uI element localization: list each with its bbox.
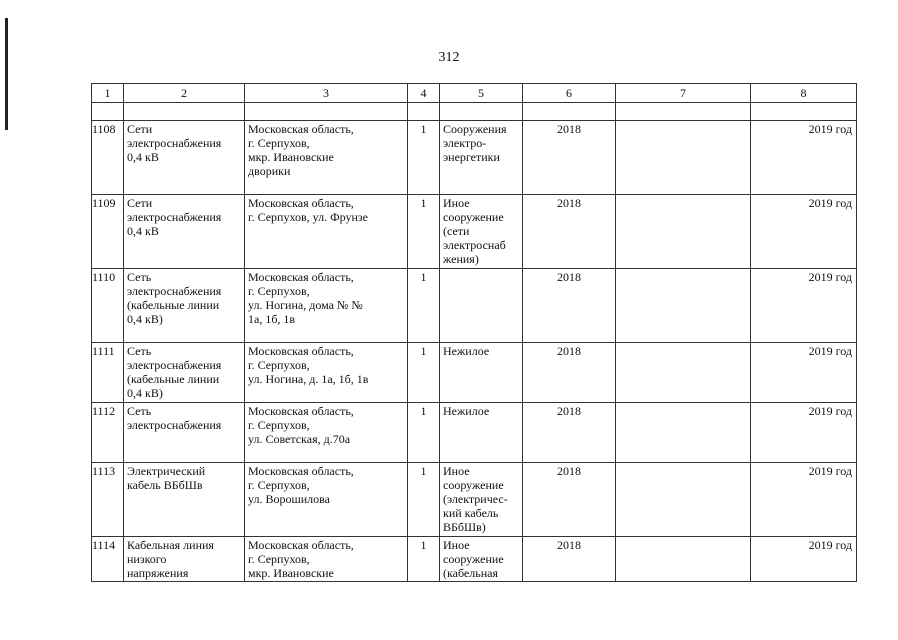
cell-address: Московская область, г. Серпухов, ул. Ворошилова (245, 463, 408, 537)
cell-col7 (616, 195, 751, 269)
table-row (92, 195, 857, 269)
cell-col8: 2019 год (751, 195, 857, 269)
cell-name: Электрический кабель ВБбШв (124, 463, 245, 537)
cell-name: Сети электроснабжения 0,4 кВ (124, 195, 245, 269)
column-header: 5 (440, 84, 523, 103)
cell-col8: 2019 год (751, 343, 857, 403)
cell-quantity: 1 (408, 195, 440, 269)
cell-col8: 2019 год (751, 403, 857, 463)
cell-type: Сооружения электро- энергетики (440, 121, 523, 195)
cell-quantity: 1 (408, 121, 440, 195)
cell-col7 (616, 343, 751, 403)
cell-col7 (616, 269, 751, 343)
empty-cell (245, 103, 408, 121)
empty-cell (440, 103, 523, 121)
cell-number: 1112 (92, 403, 124, 463)
table-row (92, 121, 857, 195)
cell-year: 2018 (523, 195, 616, 269)
cell-name: Сеть электроснабжения (кабельные линии 0,4 кВ) (124, 269, 245, 343)
empty-cell (751, 103, 857, 121)
cell-address: Московская область, г. Серпухов, ул. Ногина, дома № № 1а, 1б, 1в (245, 269, 408, 343)
cell-quantity: 1 (408, 463, 440, 537)
table-row (92, 403, 857, 463)
column-header: 1 (92, 84, 124, 103)
cell-name: Сеть электроснабжения (кабельные линии 0,4 кВ) (124, 343, 245, 403)
page-number: 312 (438, 50, 460, 65)
cell-col7 (616, 537, 751, 582)
column-header: 3 (245, 84, 408, 103)
cell-address: Московская область, г. Серпухов, мкр. Ивановские дворики (245, 121, 408, 195)
cell-quantity: 1 (408, 537, 440, 582)
column-header: 7 (616, 84, 751, 103)
cell-quantity: 1 (408, 343, 440, 403)
column-header: 4 (408, 84, 440, 103)
cell-name: Сеть электроснабжения (124, 403, 245, 463)
cell-number: 1108 (92, 121, 124, 195)
cell-col8: 2019 год (751, 463, 857, 537)
cell-type: Нежилое (440, 403, 523, 463)
cell-type: Нежилое (440, 343, 523, 403)
column-header-row (92, 84, 857, 103)
column-header: 8 (751, 84, 857, 103)
table-row (92, 537, 857, 582)
cell-col7 (616, 403, 751, 463)
cell-type: Иное сооружение (сети электроснаб жения) (440, 195, 523, 269)
column-header: 2 (124, 84, 245, 103)
cell-number: 1113 (92, 463, 124, 537)
cell-col8: 2019 год (751, 269, 857, 343)
binding-margin-line (5, 18, 8, 130)
cell-number: 1111 (92, 343, 124, 403)
empty-cell (408, 103, 440, 121)
cell-col7 (616, 121, 751, 195)
cell-name: Сети электроснабжения 0,4 кВ (124, 121, 245, 195)
cell-year: 2018 (523, 537, 616, 582)
empty-cell (523, 103, 616, 121)
cell-number: 1114 (92, 537, 124, 582)
cell-year: 2018 (523, 463, 616, 537)
empty-cell (124, 103, 245, 121)
cell-col8: 2019 год (751, 121, 857, 195)
table-row (92, 463, 857, 537)
table-row (92, 269, 857, 343)
cell-year: 2018 (523, 403, 616, 463)
spacer-row (92, 103, 857, 121)
table-row (92, 343, 857, 403)
cell-year: 2018 (523, 121, 616, 195)
cell-type (440, 269, 523, 343)
cell-type: Иное сооружение (кабельная (440, 537, 523, 582)
cell-quantity: 1 (408, 403, 440, 463)
column-header: 6 (523, 84, 616, 103)
cell-type: Иное сооружение (электричес- кий кабель ВБбШв) (440, 463, 523, 537)
cell-address: Московская область, г. Серпухов, мкр. Ивановские (245, 537, 408, 582)
empty-cell (616, 103, 751, 121)
empty-cell (92, 103, 124, 121)
registry-table (91, 83, 857, 582)
cell-number: 1109 (92, 195, 124, 269)
cell-col7 (616, 463, 751, 537)
cell-year: 2018 (523, 343, 616, 403)
cell-number: 1110 (92, 269, 124, 343)
cell-address: Московская область, г. Серпухов, ул. Советская, д.70а (245, 403, 408, 463)
cell-col8: 2019 год (751, 537, 857, 582)
cell-address: Московская область, г. Серпухов, ул. Ногина, д. 1а, 1б, 1в (245, 343, 408, 403)
cell-name: Кабельная линия низкого напряжения (124, 537, 245, 582)
cell-address: Московская область, г. Серпухов, ул. Фрунзе (245, 195, 408, 269)
cell-quantity: 1 (408, 269, 440, 343)
cell-year: 2018 (523, 269, 616, 343)
